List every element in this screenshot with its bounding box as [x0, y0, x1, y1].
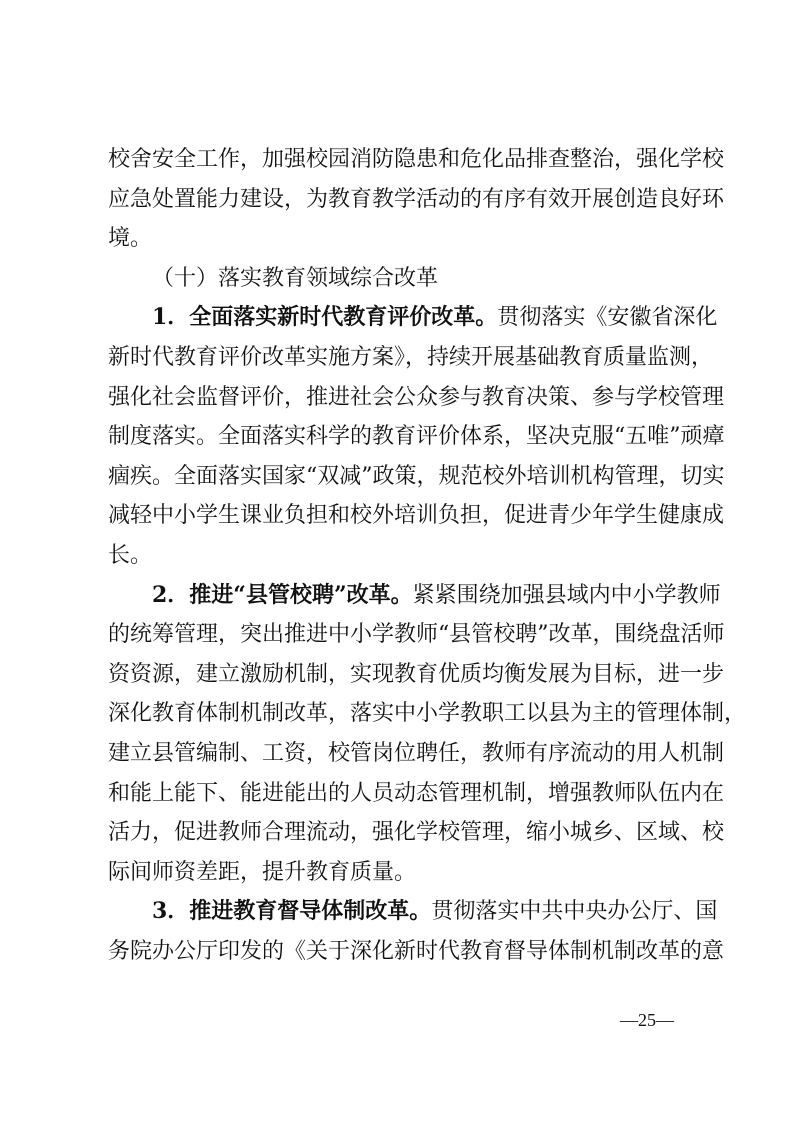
paragraph-line: 校舍安全工作，加强校园消防隐患和危化品排查整治，强化学校 — [108, 147, 725, 172]
paragraph-line: 长。 — [108, 542, 153, 568]
section-heading: （十）落实教育领域综合改革 — [152, 265, 439, 291]
paragraph-line: 资资源，建立激励机制，实现教育优质均衡发展为目标，进一步 — [108, 661, 725, 687]
paragraph-line — [108, 892, 718, 932]
page-number: —25— — [620, 1010, 674, 1030]
paragraph-line: 活力，促进教师合理流动，强化学校管理，缩小城乡、区域、校 — [108, 820, 725, 846]
paragraph-line: 应急处置能力建设，为教育教学活动的有序有效开展创造良好环 — [108, 186, 725, 212]
paragraph-line: 减轻中小学生课业负担和校外培训负担，促进青少年学生健康成 — [108, 503, 725, 529]
paragraph-line: 的统筹管理，突出推进中小学教师“县管校聘”改革，围绕盘活师 — [108, 622, 725, 648]
paragraph-line: 境。 — [108, 226, 153, 252]
paragraph-line — [108, 298, 718, 338]
item-heading: 2．推进“县管校聘”改革。 — [152, 581, 413, 608]
paragraph-line: 建立县管编制、工资，校管岗位聘任，教师有序流动的用人机制 — [108, 740, 725, 766]
paragraph-line: 新时代教育评价改革实施方案》，持续开展基础教育质量监测， — [108, 344, 714, 370]
item-heading: 1．全面落实新时代教育评价改革。 — [152, 304, 498, 331]
paragraph-line: 痼疾。全面落实国家“双减”政策，规范校外培训机构管理，切实 — [108, 463, 725, 489]
document-body — [108, 140, 747, 971]
paragraph-text: 贯彻落实中共中央办公厅、国 — [431, 899, 718, 925]
paragraph-line: 际间师资差距，提升教育质量。 — [108, 859, 417, 885]
paragraph-line: 深化教育体制机制改革，落实中小学教职工以县为主的管理体制， — [108, 701, 747, 727]
paragraph-line: 和能上能下、能进能出的人员动态管理机制，增强教师队伍内在 — [108, 780, 725, 806]
paragraph-line: 强化社会监督评价，推进社会公众参与教育决策、参与学校管理 — [108, 384, 725, 410]
paragraph-line: 制度落实。全面落实科学的教育评价体系，坚决克服“五唯”顽瘴 — [108, 424, 725, 450]
item-heading: 3．推进教育督导体制改革。 — [152, 898, 432, 925]
paragraph-line — [108, 576, 721, 616]
paragraph-text: 贯彻落实《安徽省深化 — [497, 305, 718, 331]
paragraph-line: 务院办公厅印发的《关于深化新时代教育督导体制机制改革的意 — [108, 938, 725, 964]
paragraph-text: 紧紧围绕加强县域内中小学教师 — [412, 582, 721, 608]
